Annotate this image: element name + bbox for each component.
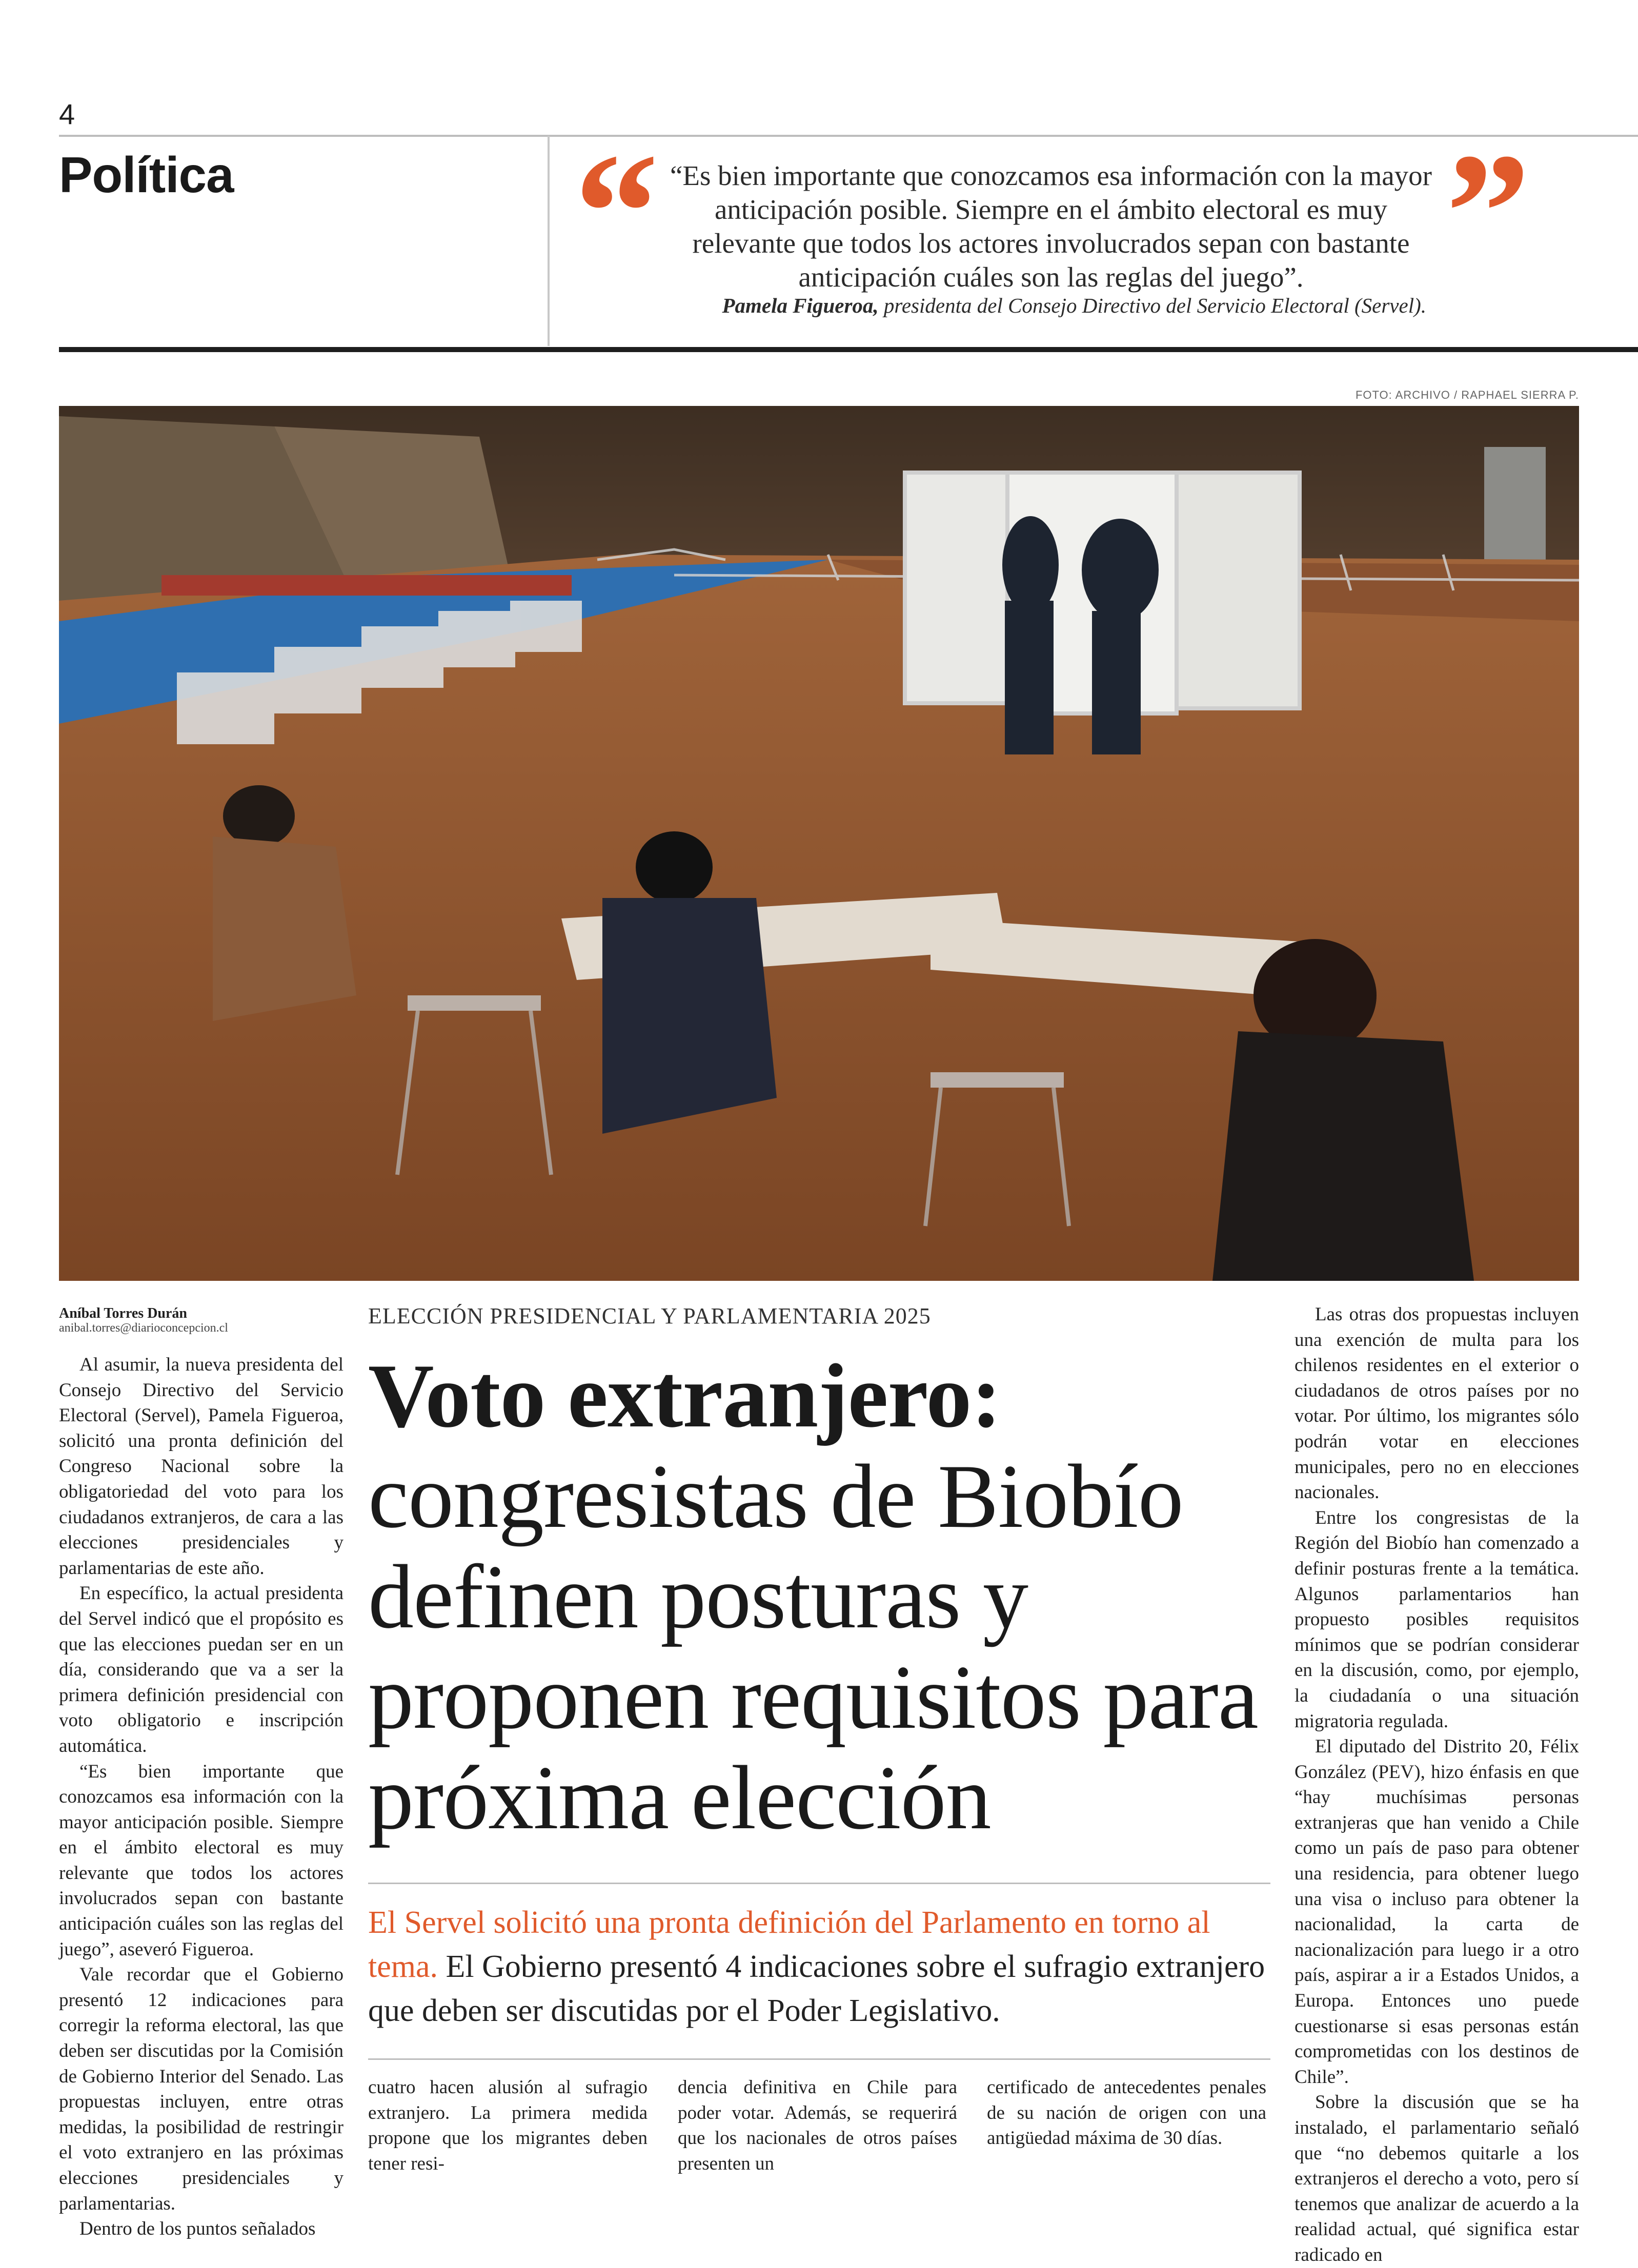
- subhead-rest: El Gobierno presentó 4 indicaciones sobre el sufragio extranjero que deben ser discutidas por el Poder Legislativo.: [368, 1949, 1265, 2028]
- headline-lead: Voto extranjero:: [368, 1345, 1001, 1446]
- byline-email: anibal.torres@diarioconcepcion.cl: [59, 1321, 228, 1335]
- right-paragraph: Sobre la discusión que se ha instalado, el parlamentario señaló que “no debemos quitarle a los extranjeros el derecho a voto, pero sí tenemos que analizar de acuerdo a la realidad actual, qué significa estar radicado en: [1295, 2092, 1579, 2265]
- headline-rest: congresistas de Biobío definen posturas y proponen requisitos para próxima elección: [368, 1445, 1258, 1848]
- header-thick-rule: [59, 347, 1638, 352]
- right-paragraph: El diputado del Distrito 20, Félix González (PEV), hizo énfasis en que “hay muchísimas personas extranjeras que han venido a Chile como un país de paso para obtener una residencia, para obtener luego una visa o incluso para obtener la nacionalidad, la carta de nacionalización para luego ir a otro país, aspirar a ir a Estados Unidos, a Europa. Entonces uno puede cuestionarse si esas personas están comprometidas con los destinos de Chile”.: [1295, 1736, 1579, 2088]
- photo-credit: FOTO: ARCHIVO / RAPHAEL SIERRA P.: [1355, 389, 1579, 401]
- subhead-top-rule: [368, 1883, 1270, 1884]
- header-divider: [548, 136, 550, 346]
- subhead-accent: El Servel solicitó una pronta definición del Parlamento en torno al tema.: [368, 1905, 1210, 1984]
- left-column: [59, 1352, 343, 2242]
- quote-author-role: presidenta del Consejo Directivo del Servicio Electoral (Servel).: [878, 294, 1426, 317]
- bottom-column-3: certificado de antecedentes penales de su nación de origen con una antigüedad máxima de 30 días.: [987, 2077, 1266, 2149]
- bottom-column-1: cuatro hacen alusión al sufragio extranjero. La primera medida propone que los migrantes deben tener resi-: [368, 2077, 648, 2174]
- quote-author: Pamela Figueroa,: [722, 294, 879, 317]
- left-paragraph: Dentro de los puntos señalados: [79, 2218, 316, 2240]
- article-kicker: ELECCIÓN PRESIDENCIAL Y PARLAMENTARIA 2025: [368, 1303, 931, 1329]
- open-quote-icon: “: [574, 119, 659, 306]
- byline-name: Aníbal Torres Durán: [59, 1305, 187, 1321]
- right-paragraph: Las otras dos propuestas incluyen una exención de multa para los chilenos residentes en el exterior o ciudadanos de otros países por no votar. Por último, los migrantes sólo podrán votar en elecciones municipales, pero no en elecciones nacionales.: [1295, 1304, 1579, 1503]
- page-number: 4: [59, 98, 75, 130]
- left-paragraph: “Es bien importante que conozcamos esa información con la mayor anticipación posible. Siempre en el ámbito electoral es muy relevante que todos los actores involucrados sepan con bastante anticipación cuáles son las reglas del juego”, aseveró Figueroa.: [59, 1761, 343, 1960]
- subhead-bottom-rule: [368, 2058, 1270, 2060]
- quote-attribution: [590, 293, 1426, 318]
- right-paragraph: Entre los congresistas de la Región del Biobío han comenzado a definir posturas frente a la temática. Algunos parlamentarios han propuesto posibles requisitos mínimos que se podrían considerar en la discusión, como, por ejemplo, la ciudadanía o una situación migratoria regulada.: [1295, 1507, 1579, 1732]
- left-paragraph: En específico, la actual presidenta del Servel indicó que el propósito es que las elecciones puedan ser en un día, considerando que va a ser la primera definición presidencial con voto obligatorio e inscripción automática.: [59, 1583, 343, 1756]
- left-paragraph: Al asumir, la nueva presidenta del Consejo Directivo del Servicio Electoral (Servel), Pamela Figueroa, solicitó una pronta definición del Congreso Nacional sobre la obligatoriedad del voto para los ciudadanos extranjeros, de cara a las elecciones presidenciales y parlamentarias de este año.: [59, 1354, 343, 1579]
- section-title: Política: [59, 147, 234, 203]
- pull-quote: “Es bien importante que conozcamos esa información con la mayor anticipación posible. Siempre en el ámbito electoral es muy relevante que todos los actores involucrados sepan con bastante anticipación cuáles son las reglas del juego”.: [670, 160, 1432, 293]
- polling-station-photo: [59, 406, 1579, 1281]
- top-rule: [59, 135, 1638, 137]
- close-quote-icon: ”: [1446, 119, 1530, 306]
- left-paragraph: Vale recordar que el Gobierno presentó 12 indicaciones para corregir la reforma electoral, las que deben ser discutidas por la Comisión de Gobierno Interior del Senado. Las propuestas incluyen, entre otras medidas, la posibilidad de restringir el voto extranjero en las próximas elecciones presidenciales y parlamentarias.: [59, 1964, 343, 2214]
- article-subhead: [368, 1901, 1270, 2033]
- right-column: [1295, 1302, 1579, 2268]
- bottom-column-2: dencia definitiva en Chile para poder votar. Además, se requerirá que los nacionales de otros países presenten un: [678, 2077, 957, 2174]
- article-headline: [368, 1345, 1291, 1848]
